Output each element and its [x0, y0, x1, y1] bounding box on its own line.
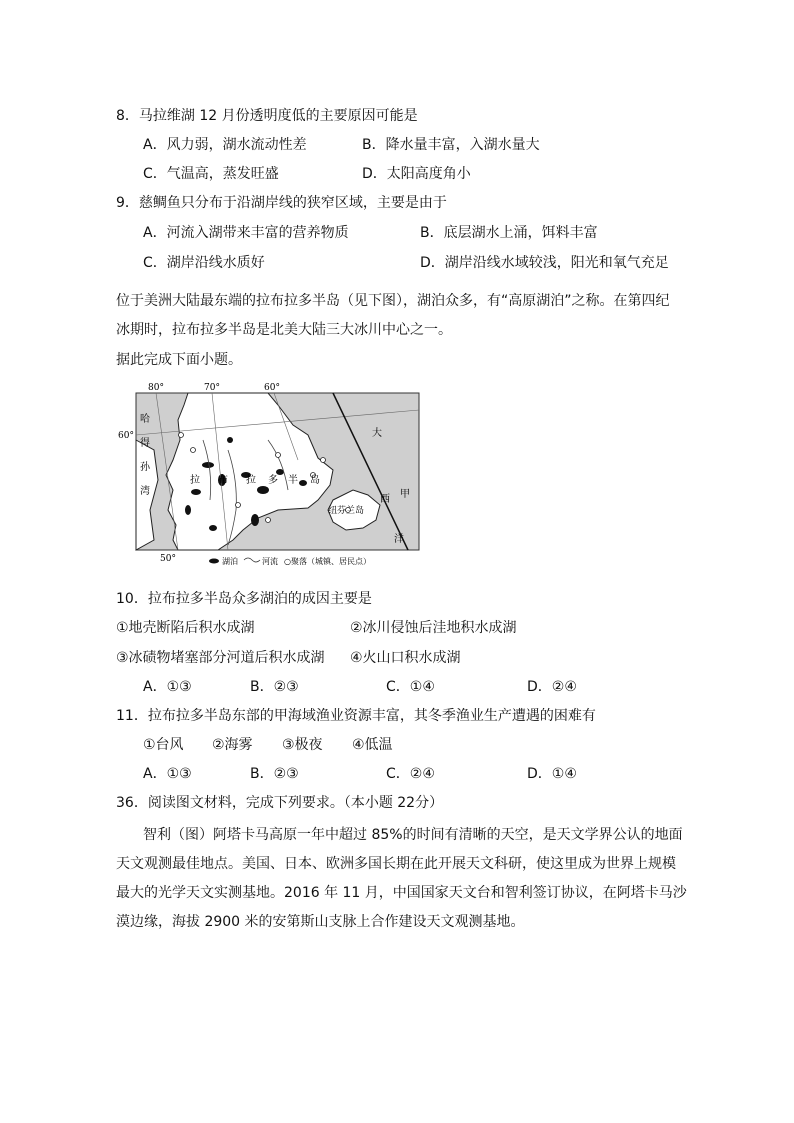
lat-50-label: 50°	[160, 554, 176, 564]
q10-statement-2: ②冰川侵蚀后洼地积水成湖	[350, 620, 517, 636]
legend-river: 河流	[262, 557, 278, 566]
q10-stem: 10．拉布拉多半岛众多湖泊的成因主要是	[116, 591, 372, 607]
q36-para-line-4: 漠边缘，海拔 2900 米的安第斯山支脉上合作建设天文观测基地。	[116, 914, 525, 930]
legend-lake: 湖泊	[222, 557, 238, 566]
q36-stem: 36．阅读图文材料，完成下列要求。（本小题 22分）	[116, 795, 444, 811]
intro-line-1: 位于美洲大陆最东端的拉布拉多半岛（见下图），湖泊众多，有“高原湖泊”之称。在第四纪	[116, 293, 670, 309]
hudson-char-2: 得	[140, 438, 150, 449]
q9-option-a[interactable]: A．河流入湖带来丰富的营养物质	[143, 225, 349, 241]
peninsula-char-2: 布	[218, 475, 228, 486]
q10-option-c[interactable]: C．①④	[386, 679, 435, 695]
q11-statement-1: ①台风	[143, 737, 184, 753]
q36-para-line-1: 智利（图）阿塔卡马高原一年中超过 85%的时间有清晰的天空，是天文学界公认的地面	[143, 827, 683, 843]
q36-para-line-2: 天文观测最佳地点。美国、日本、欧洲多国长期在此开展天文科研，使这里成为世界上规模	[116, 856, 676, 872]
jia-label: 甲	[400, 489, 410, 500]
q11-stem: 11．拉布拉多半岛东部的甲海域渔业资源丰富，其冬季渔业生产遭遇的困难有	[116, 708, 596, 724]
hudson-char-1: 哈	[140, 414, 150, 425]
q8-option-a[interactable]: A．风力弱，湖水流动性差	[143, 137, 307, 153]
q10-statement-3: ③冰碛物堵塞部分河道后积水成湖	[116, 650, 325, 666]
q8-option-d[interactable]: D．太阳高度角小	[362, 166, 471, 182]
hudson-char-4: 湾	[140, 486, 150, 497]
q9-option-c[interactable]: C．湖岸沿线水质好	[143, 255, 265, 271]
legend-town: ○聚落（城镇、居民点）	[284, 557, 371, 566]
q11-statement-4: ④低温	[352, 737, 393, 753]
q10-option-b[interactable]: B．②③	[250, 679, 299, 695]
legend-lake-icon	[209, 559, 219, 564]
q9-stem: 9．慈鲷鱼只分布于沿湖岸线的狭窄区域，主要是由于	[116, 195, 447, 211]
q11-option-c[interactable]: C．②④	[386, 766, 435, 782]
intro-line-2: 冰期时，拉布拉多半岛是北美大陆三大冰川中心之一。	[116, 322, 452, 338]
lon-80-label: 80°	[148, 383, 164, 393]
q10-option-a[interactable]: A．①③	[143, 679, 192, 695]
peninsula-char-1: 拉	[190, 475, 200, 486]
labrador-map	[118, 380, 422, 570]
lon-70-label: 70°	[204, 383, 220, 393]
legend-river-icon	[244, 558, 260, 562]
lat-60-label: 60°	[118, 431, 134, 441]
q11-option-a[interactable]: A．①③	[143, 766, 192, 782]
peninsula-char-4: 多	[268, 475, 278, 486]
lon-60-label: 60°	[264, 383, 280, 393]
q36-para-line-3: 最大的光学天文实测基地。2016 年 11 月，中国国家天文台和智利签订协议，在阿塔卡马沙	[116, 885, 687, 901]
q8-option-b[interactable]: B．降水量丰富，入湖水量大	[362, 137, 540, 153]
ocean-char-1: 大	[372, 428, 382, 439]
q9-option-b[interactable]: B．底层湖水上涌，饵料丰富	[420, 225, 598, 241]
q9-option-d[interactable]: D．湖岸沿线水域较浅，阳光和氧气充足	[420, 255, 669, 271]
hudson-char-3: 孙	[140, 462, 150, 473]
q10-option-d[interactable]: D．②④	[527, 679, 577, 695]
q11-option-b[interactable]: B．②③	[250, 766, 299, 782]
q11-option-d[interactable]: D．①④	[527, 766, 577, 782]
ocean-char-2: 西	[380, 494, 390, 505]
q8-stem: 8．马拉维湖 12 月份透明度低的主要原因可能是	[116, 108, 418, 124]
peninsula-char-6: 岛	[310, 475, 320, 486]
peninsula-char-3: 拉	[246, 475, 256, 486]
q10-statement-4: ④火山口积水成湖	[350, 650, 461, 666]
ocean-char-3: 洋	[394, 534, 404, 545]
q10-statement-1: ①地壳断陷后积水成湖	[116, 620, 255, 636]
newfoundland-label: 纽芬兰岛	[328, 506, 365, 516]
q8-option-c[interactable]: C．气温高，蒸发旺盛	[143, 166, 279, 182]
intro-line-3: 据此完成下面小题。	[116, 352, 242, 368]
q11-statement-3: ③极夜	[282, 737, 323, 753]
q11-statement-2: ②海雾	[212, 737, 253, 753]
peninsula-char-5: 半	[288, 475, 298, 486]
